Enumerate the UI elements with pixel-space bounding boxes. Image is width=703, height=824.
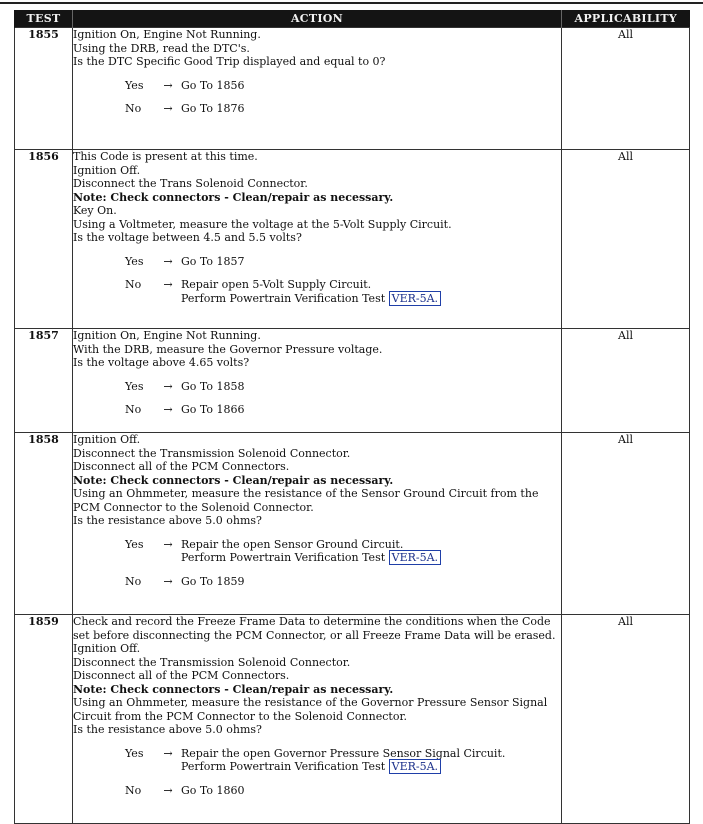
no-result <box>181 278 441 305</box>
action-line: Is the voltage between 4.5 and 5.5 volts? <box>73 231 302 244</box>
action-cell <box>73 433 562 615</box>
test-number: 1857 <box>15 329 73 433</box>
yes-label: Yes <box>125 746 144 760</box>
action-cell <box>73 329 562 433</box>
action-line: Disconnect all of the PCM Connectors. <box>73 460 290 473</box>
yes-option <box>125 747 561 774</box>
yes-result-line1: Repair the open Governor Pressure Sensor Signal Circuit. <box>181 746 506 760</box>
applicability-value: All <box>562 150 690 329</box>
applicability-value: All <box>562 28 690 150</box>
verification-test-link[interactable]: VER-5A. <box>389 550 441 565</box>
action-cell <box>73 615 562 824</box>
header-row <box>15 10 690 28</box>
no-result: Go To 1859 <box>181 574 245 588</box>
action-line: Using an Ohmmeter, measure the resistance of the Sensor Ground Circuit from the <box>73 487 539 500</box>
action-line: Ignition Off. <box>73 433 141 446</box>
action-line: With the DRB, measure the Governor Pressure voltage. <box>73 342 383 356</box>
action-line: Disconnect all of the PCM Connectors. <box>73 669 290 682</box>
note-line: Note: Check connectors - Clean/repair as necessary. <box>73 682 394 696</box>
no-result-line1: Repair open 5-Volt Supply Circuit. <box>181 278 372 291</box>
no-option <box>125 403 561 417</box>
action-line: Disconnect the Trans Solenoid Connector. <box>73 177 308 190</box>
action-line: PCM Connector to the Solenoid Connector. <box>73 500 314 514</box>
no-option <box>125 575 561 589</box>
no-label: No <box>125 574 142 588</box>
action-line: Is the voltage above 4.65 volts? <box>73 356 250 369</box>
arrow-icon: → <box>163 403 173 416</box>
yes-option <box>125 380 561 394</box>
action-line: Is the resistance above 5.0 ohms? <box>73 514 262 527</box>
no-option <box>125 278 561 305</box>
action-line: Disconnect the Transmission Solenoid Connector. <box>73 655 351 669</box>
verification-test-link[interactable]: VER-5A. <box>389 759 441 774</box>
header-applicability: APPLICABILITY <box>562 10 690 28</box>
yes-option <box>125 79 561 93</box>
action-line: Ignition Off. <box>73 163 141 177</box>
applicability-value: All <box>562 329 690 433</box>
action-line: Ignition Off. <box>73 642 141 655</box>
action-line: Check and record the Freeze Frame Data to determine the conditions when the Code <box>73 615 551 628</box>
header-action: ACTION <box>73 10 562 28</box>
table-row <box>15 329 690 433</box>
action-line: Key On. <box>73 204 117 217</box>
yes-result <box>181 538 441 565</box>
yes-option <box>125 538 561 565</box>
arrow-icon: → <box>163 278 173 291</box>
action-line: Using the DRB, read the DTC's. <box>73 41 250 55</box>
no-result: Go To 1866 <box>181 403 245 416</box>
no-option <box>125 102 561 116</box>
arrow-icon: → <box>163 537 173 551</box>
action-line: Is the resistance above 5.0 ohms? <box>73 723 262 736</box>
yes-result-line2: Perform Powertrain Verification Test <box>181 551 386 564</box>
yes-option <box>125 255 561 269</box>
action-line: Using an Ohmmeter, measure the resistance of the Governor Pressure Sensor Signal <box>73 696 548 709</box>
test-number: 1855 <box>15 28 73 150</box>
table-row <box>15 433 690 615</box>
arrow-icon: → <box>163 78 173 92</box>
yes-label: Yes <box>125 537 144 551</box>
yes-result: Go To 1857 <box>181 254 245 268</box>
note-line: Note: Check connectors - Clean/repair as necessary. <box>73 190 394 204</box>
no-result-line2: Perform Powertrain Verification Test <box>181 291 386 305</box>
no-label: No <box>125 403 142 416</box>
table-row <box>15 150 690 329</box>
arrow-icon: → <box>163 746 173 760</box>
yes-result: Go To 1856 <box>181 78 245 92</box>
applicability-value: All <box>562 615 690 824</box>
no-label: No <box>125 783 142 797</box>
action-line: set before disconnecting the PCM Connector, or all Freeze Frame Data will be erased. <box>73 628 556 642</box>
yes-label: Yes <box>125 379 144 393</box>
test-number: 1858 <box>15 433 73 615</box>
arrow-icon: → <box>163 102 173 115</box>
arrow-icon: → <box>163 254 173 268</box>
arrow-icon: → <box>163 783 173 797</box>
action-cell <box>73 28 562 150</box>
action-line: Circuit from the PCM Connector to the Solenoid Connector. <box>73 709 407 723</box>
test-number: 1856 <box>15 150 73 329</box>
yes-result-line1: Repair the open Sensor Ground Circuit. <box>181 537 404 551</box>
header-test: TEST <box>15 10 73 28</box>
action-line: This Code is present at this time. <box>73 150 258 163</box>
no-result: Go To 1860 <box>181 783 245 797</box>
applicability-value: All <box>562 433 690 615</box>
action-cell <box>73 150 562 329</box>
action-line: Using a Voltmeter, measure the voltage at the 5-Volt Supply Circuit. <box>73 217 452 231</box>
no-label: No <box>125 102 142 115</box>
no-option <box>125 784 561 798</box>
note-line: Note: Check connectors - Clean/repair as necessary. <box>73 473 394 487</box>
no-label: No <box>125 278 142 291</box>
table-row <box>15 28 690 150</box>
test-number: 1859 <box>15 615 73 824</box>
action-line: Ignition On, Engine Not Running. <box>73 28 261 41</box>
top-rule <box>0 2 703 4</box>
yes-result <box>181 747 505 774</box>
action-line: Disconnect the Transmission Solenoid Connector. <box>73 446 351 460</box>
yes-label: Yes <box>125 254 144 268</box>
arrow-icon: → <box>163 574 173 588</box>
arrow-icon: → <box>163 379 173 393</box>
action-line: Is the DTC Specific Good Trip displayed and equal to 0? <box>73 55 386 68</box>
yes-label: Yes <box>125 78 144 92</box>
action-line: Ignition On, Engine Not Running. <box>73 329 261 342</box>
yes-result-line2: Perform Powertrain Verification Test <box>181 760 386 773</box>
no-result: Go To 1876 <box>181 102 245 115</box>
table-row <box>15 615 690 824</box>
verification-test-link[interactable]: VER-5A. <box>389 291 441 306</box>
yes-result: Go To 1858 <box>181 379 245 393</box>
diagnostic-table <box>14 10 690 824</box>
